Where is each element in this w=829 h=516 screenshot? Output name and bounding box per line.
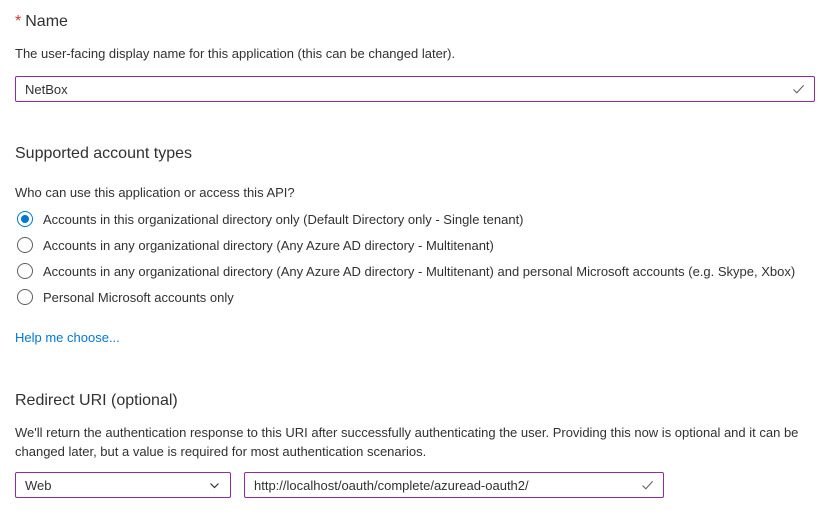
account-type-option-multitenant[interactable]: [15, 232, 814, 258]
radio-icon: [17, 263, 33, 279]
redirect-uri-input[interactable]: [244, 472, 664, 498]
redirect-uri-description: We'll return the authentication response to this URI after successfully authenticating the user. Providing this now is optional and it can be changed later, but a value is required for most authentication scenarios.: [15, 425, 799, 459]
name-input[interactable]: [15, 76, 815, 102]
name-section-title: [15, 12, 814, 32]
help-me-choose-link[interactable]: Help me choose...: [15, 330, 120, 345]
account-type-option-label: Accounts in any organizational directory (Any Azure AD directory - Multitenant): [43, 237, 494, 253]
platform-select-value: Web: [25, 477, 52, 493]
name-section: [15, 12, 814, 102]
platform-select[interactable]: [15, 472, 231, 498]
account-type-option-single-tenant[interactable]: [15, 206, 814, 232]
radio-icon: [17, 237, 33, 253]
redirect-uri-title: Redirect URI (optional): [15, 392, 178, 409]
chevron-down-icon: [208, 479, 221, 492]
account-types-section: [15, 144, 814, 347]
account-type-option-label: Accounts in this organizational directory only (Default Directory only - Single tenant): [43, 211, 524, 227]
redirect-uri-field: [244, 472, 664, 498]
redirect-uri-section: [15, 391, 814, 498]
redirect-uri-row: [15, 472, 814, 498]
name-field: [15, 76, 815, 102]
radio-icon: [17, 289, 33, 305]
name-section-title-text: Name: [25, 13, 68, 30]
required-asterisk: *: [15, 13, 22, 30]
account-type-option-label: Accounts in any organizational directory (Any Azure AD directory - Multitenant) and personal Microsoft accounts (e.g. Skype, Xbox): [43, 263, 796, 279]
account-type-options: [15, 206, 814, 310]
account-type-option-multitenant-personal[interactable]: [15, 258, 814, 284]
name-description: The user-facing display name for this application (this can be changed later).: [15, 46, 456, 61]
radio-icon: [17, 211, 33, 227]
account-type-option-label: Personal Microsoft accounts only: [43, 289, 234, 305]
account-types-title: Supported account types: [15, 145, 193, 162]
account-types-question: Who can use this application or access this API?: [15, 185, 295, 200]
account-type-option-personal-only[interactable]: [15, 284, 814, 310]
